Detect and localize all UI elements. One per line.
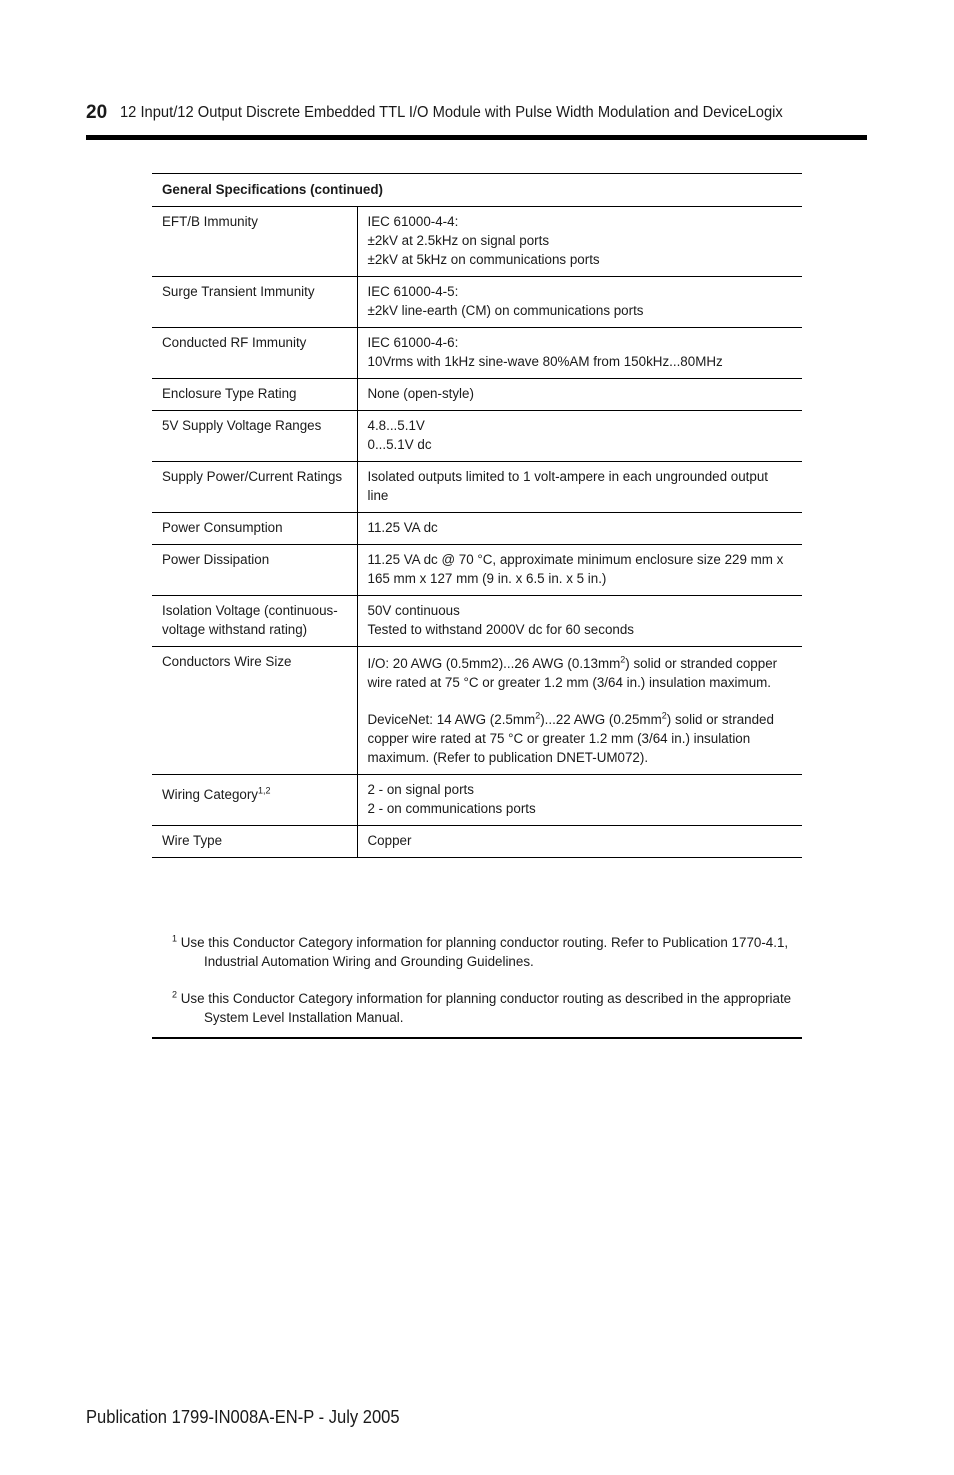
page-header bbox=[86, 102, 866, 128]
specifications-table bbox=[152, 173, 802, 858]
row-label bbox=[152, 775, 357, 826]
row-value bbox=[357, 277, 802, 328]
running-title: 12 Input/12 Output Discrete Embedded TTL I/O Module with Pulse Width Modulation and DeviceLogix bbox=[120, 104, 783, 121]
value-line: ±2kV at 2.5kHz on signal ports bbox=[367, 233, 550, 248]
footnote-mark: 1 bbox=[172, 933, 178, 944]
footnote bbox=[162, 989, 802, 1027]
value-line: IEC 61000-4-6: bbox=[367, 335, 459, 350]
table-row bbox=[152, 596, 802, 647]
row-label: Conducted RF Immunity bbox=[152, 328, 357, 379]
row-label: Wire Type bbox=[152, 826, 357, 858]
superscript: 2 bbox=[620, 654, 626, 665]
value-line: 2 - on signal ports bbox=[367, 782, 474, 797]
table-row bbox=[152, 379, 802, 411]
row-label: EFT/B Immunity bbox=[152, 207, 357, 277]
publication-footer: Publication 1799-IN008A-EN-P - July 2005 bbox=[86, 1407, 400, 1427]
footnote-ref: 1,2 bbox=[258, 785, 271, 796]
row-value bbox=[357, 647, 802, 775]
row-label: Supply Power/Current Ratings bbox=[152, 462, 357, 513]
value-text: ) solid or stranded copper wire rated at 75 °C or greater 1.2 mm (3/64 in.) insulation maximum. (Refer to publication DNET-UM072). bbox=[367, 712, 774, 765]
spacer bbox=[368, 692, 793, 710]
page-number: 20 bbox=[86, 102, 108, 123]
table-row bbox=[152, 775, 802, 826]
footnote-text: Use this Conductor Category information for planning conductor routing. Refer to Publication 1770-4.1, Industrial Automation Wiring and Grounding Guidelines. bbox=[180, 935, 789, 969]
row-value bbox=[357, 545, 802, 596]
value-line: Copper bbox=[367, 833, 412, 848]
label-text: Wiring Category bbox=[162, 787, 258, 802]
value-text: ) solid or stranded copper wire rated at 75 °C or greater 1.2 mm (3/64 in.) insulation maximum. bbox=[367, 656, 778, 690]
row-value bbox=[357, 826, 802, 858]
table-title-row bbox=[152, 174, 802, 207]
table-row bbox=[152, 411, 802, 462]
table-row bbox=[152, 545, 802, 596]
value-line: IEC 61000-4-5: bbox=[367, 284, 459, 299]
value-line: 4.8...5.1V bbox=[367, 418, 425, 433]
value-line: 2 - on communications ports bbox=[367, 801, 536, 816]
row-value bbox=[357, 775, 802, 826]
footnote-text: Use this Conductor Category information for planning conductor routing as described in the appropriate System Level Installation Manual. bbox=[180, 991, 792, 1025]
value-line: 11.25 VA dc bbox=[367, 520, 438, 535]
value-text: I/O: 20 AWG (0.5mm2)...26 AWG (0.13mm bbox=[367, 656, 621, 671]
value-line: 10Vrms with 1kHz sine-wave 80%AM from 150kHz...80MHz bbox=[367, 354, 723, 369]
row-label: Power Dissipation bbox=[152, 545, 357, 596]
row-value bbox=[357, 207, 802, 277]
table-row bbox=[152, 207, 802, 277]
value-line: Tested to withstand 2000V dc for 60 seconds bbox=[367, 622, 634, 637]
io-wire-spec bbox=[368, 652, 793, 692]
table-row bbox=[152, 513, 802, 545]
row-value bbox=[357, 513, 802, 545]
footnote-mark: 2 bbox=[172, 989, 178, 1000]
table-row bbox=[152, 647, 802, 775]
table-row bbox=[152, 462, 802, 513]
row-value bbox=[357, 328, 802, 379]
footnotes bbox=[152, 933, 802, 1039]
value-line: ±2kV line-earth (CM) on communications ports bbox=[367, 303, 644, 318]
value-line: ±2kV at 5kHz on communications ports bbox=[367, 252, 600, 267]
row-label: Power Consumption bbox=[152, 513, 357, 545]
value-text: DeviceNet: 14 AWG (2.5mm bbox=[367, 712, 536, 727]
table-row bbox=[152, 826, 802, 858]
value-line: 50V continuous bbox=[367, 603, 460, 618]
row-value bbox=[357, 596, 802, 647]
devicenet-wire-spec bbox=[368, 710, 793, 767]
superscript: 2 bbox=[535, 710, 541, 721]
value-line: 11.25 VA dc @ 70 °C, approximate minimum enclosure size 229 mm x 165 mm x 127 mm (9 in. x 6.5 in. x 5 in.) bbox=[367, 552, 784, 586]
row-value bbox=[357, 462, 802, 513]
table-title: General Specifications (continued) bbox=[152, 174, 802, 207]
value-line: IEC 61000-4-4: bbox=[367, 214, 459, 229]
row-value bbox=[357, 411, 802, 462]
row-label: Conductors Wire Size bbox=[152, 647, 357, 775]
value-line: None (open-style) bbox=[367, 386, 474, 401]
value-line: 0...5.1V dc bbox=[367, 437, 432, 452]
row-label: 5V Supply Voltage Ranges bbox=[152, 411, 357, 462]
superscript: 2 bbox=[661, 710, 667, 721]
table-row bbox=[152, 277, 802, 328]
footnote bbox=[162, 933, 802, 971]
row-label: Enclosure Type Rating bbox=[152, 379, 357, 411]
value-text: )...22 AWG (0.25mm bbox=[540, 712, 662, 727]
table-row bbox=[152, 328, 802, 379]
row-label: Isolation Voltage (continuous-voltage withstand rating) bbox=[152, 596, 357, 647]
row-label: Surge Transient Immunity bbox=[152, 277, 357, 328]
header-rule bbox=[86, 135, 867, 140]
row-value bbox=[357, 379, 802, 411]
value-line: Isolated outputs limited to 1 volt-ampere in each ungrounded output line bbox=[367, 469, 768, 503]
